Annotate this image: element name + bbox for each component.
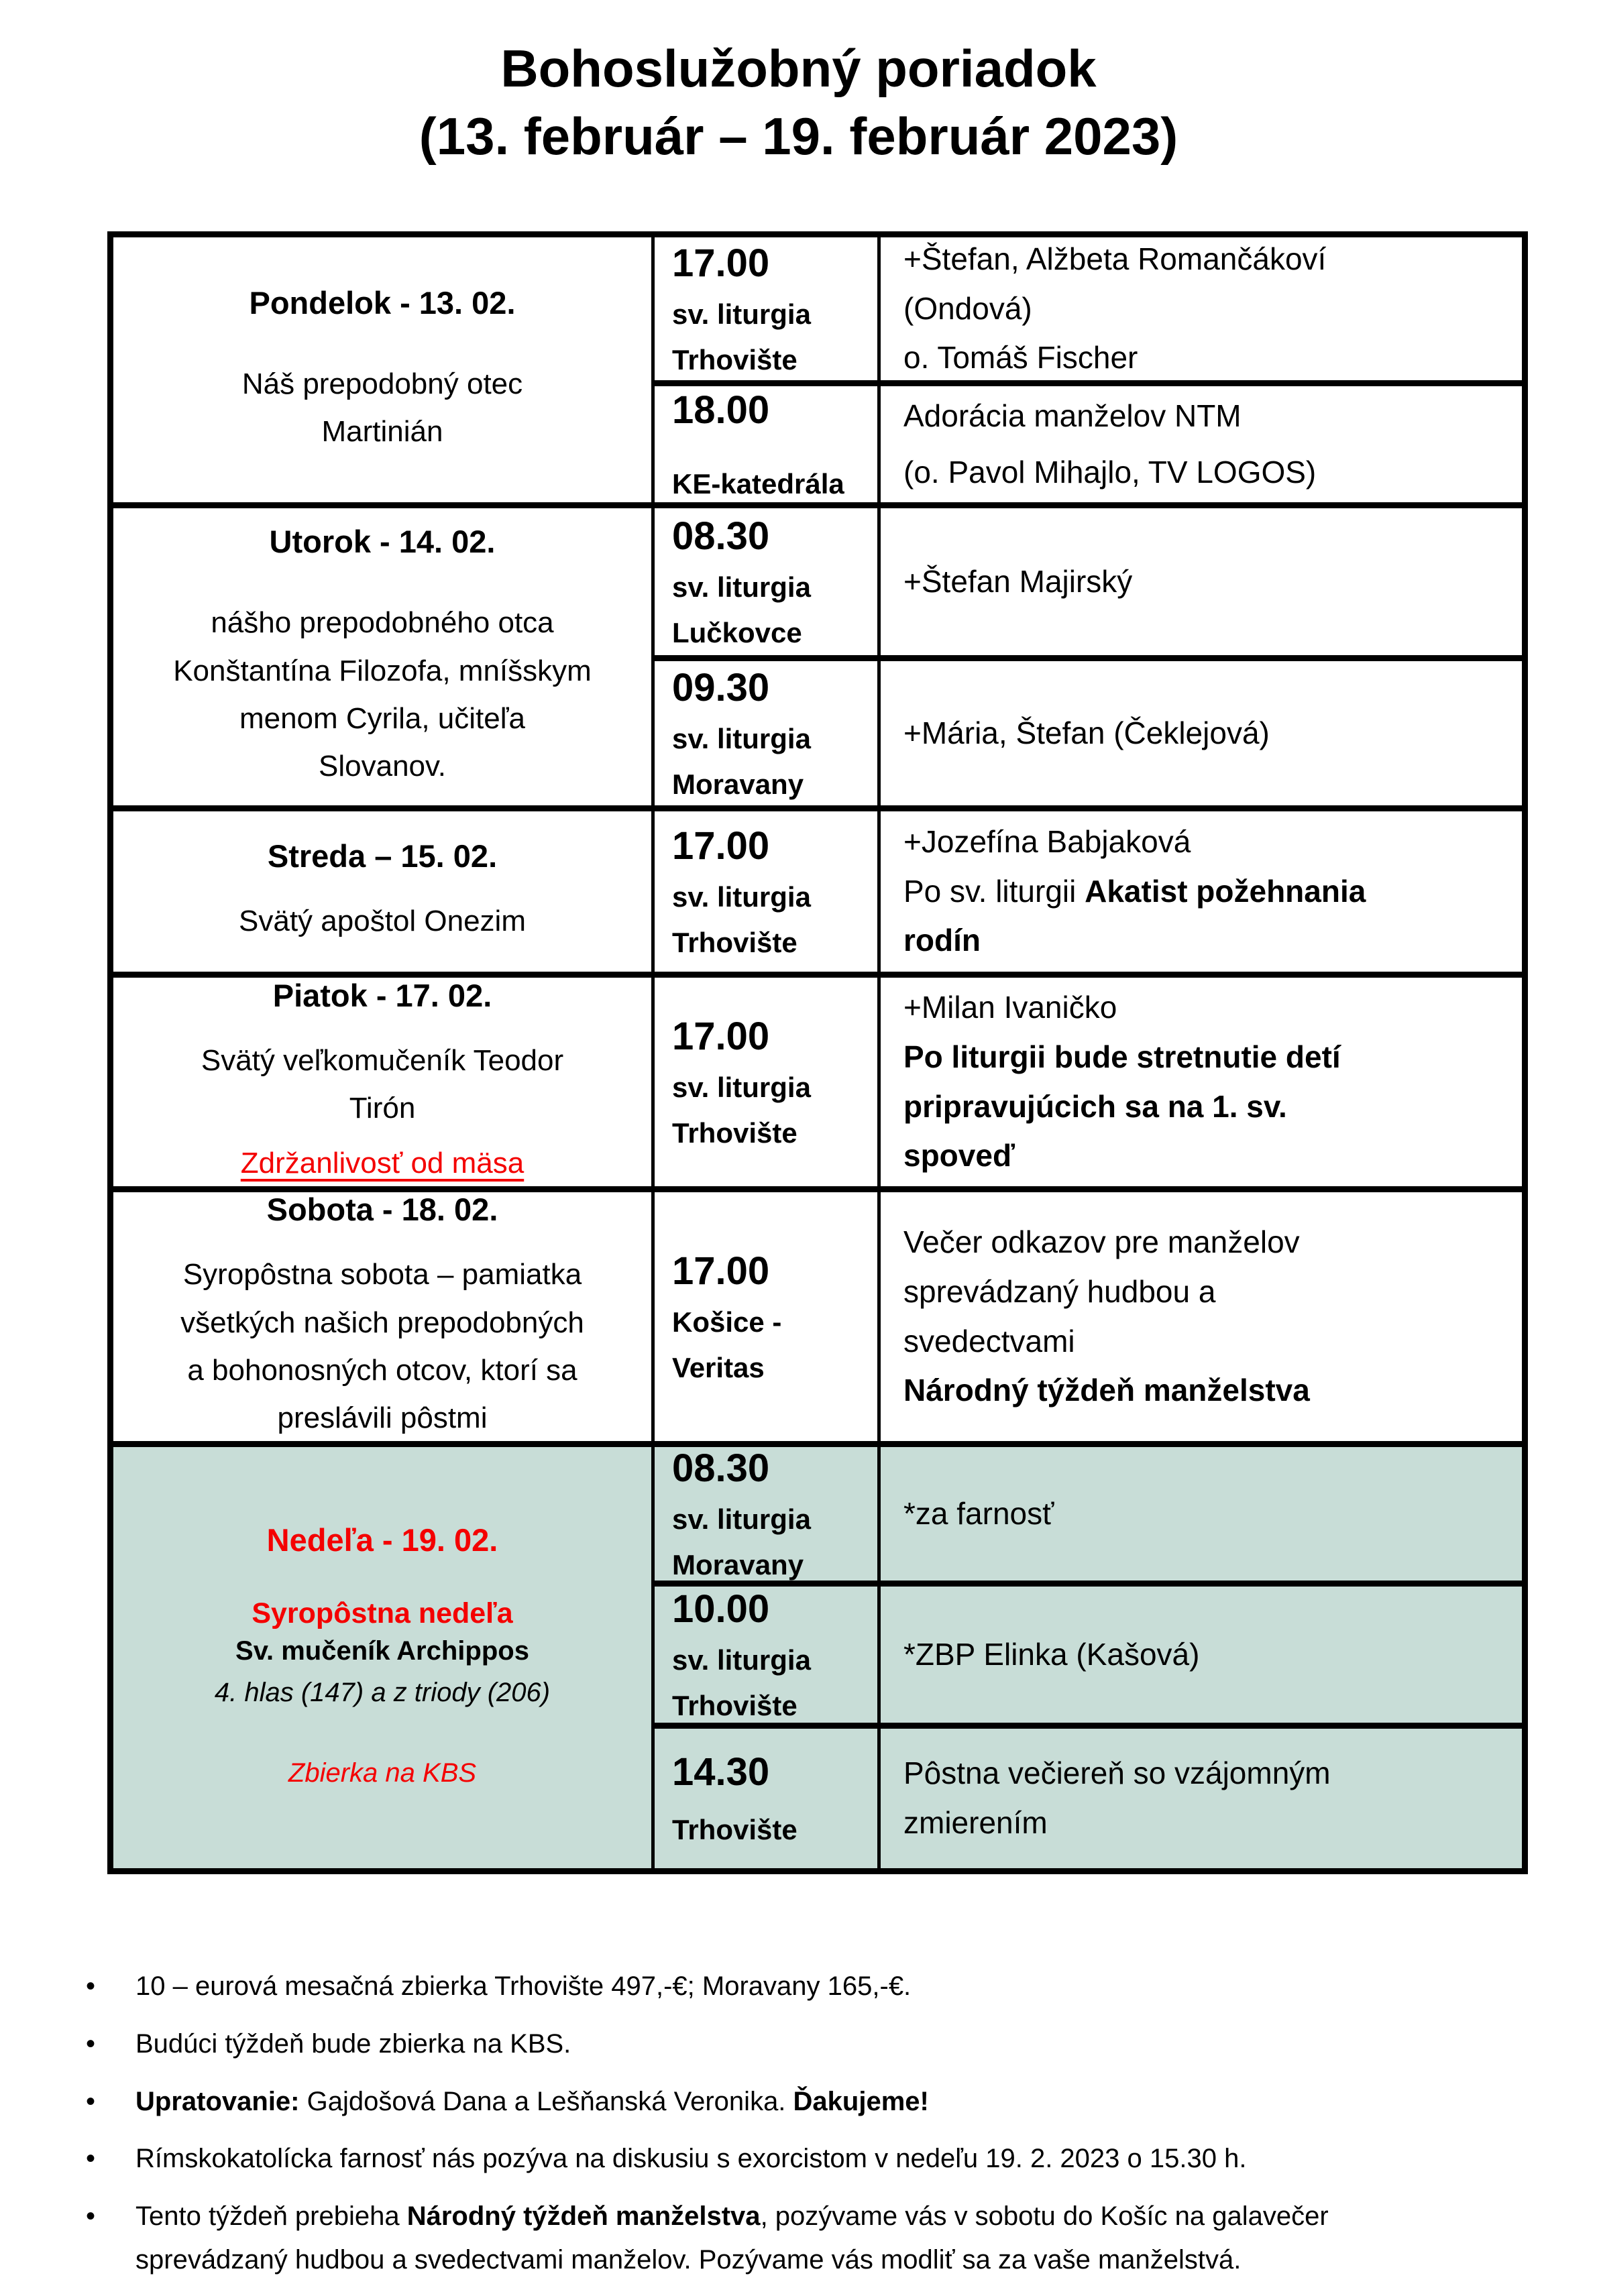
announcement-text-bold: Upratovanie: — [135, 2086, 300, 2116]
service-place: Trhovište — [672, 926, 797, 958]
bullet-icon — [86, 2195, 135, 2238]
intention-cell — [881, 237, 1522, 386]
intention-line: +Štefan Majirský — [903, 563, 1133, 599]
announcement-text — [135, 2080, 1572, 2124]
intention-cell — [881, 978, 1522, 1192]
service-place: Lučkovce — [672, 616, 802, 648]
intention-line: rodín — [903, 923, 981, 958]
intention-line: *za farnosť — [903, 1495, 1054, 1531]
intention-line: +Mária, Štefan (Čeklejová) — [903, 715, 1270, 750]
service-kind: sv. liturgia — [672, 298, 811, 331]
service-place: Trhovište — [672, 1116, 797, 1149]
intention-line: Národný týždeň manželstva — [903, 1373, 1310, 1408]
day-cell-sobota — [113, 1192, 655, 1447]
intention-cell — [881, 1192, 1522, 1447]
feast-line: Tirón — [349, 1092, 416, 1125]
schedule-table — [107, 231, 1528, 1874]
announcement-text: Budúci týždeň bude zbierka na KBS. — [135, 2028, 571, 2059]
service-time: 08.30 — [672, 514, 770, 559]
day-title: Pondelok - 13. 02. — [249, 284, 516, 321]
feast-line: Slovanov. — [319, 750, 446, 783]
intention-line: zmierením — [903, 1805, 1048, 1840]
list-item — [86, 2022, 1572, 2066]
intention-cell — [881, 661, 1522, 811]
feast-line: menom Cyrila, učiteľa — [239, 702, 526, 735]
announcement-text-bold: Národný týždeň manželstva — [406, 2201, 761, 2232]
announcement-text: Gajdošová Dana a Lešňanská Veronika. — [299, 2086, 793, 2116]
day-cell-nedela — [113, 1447, 655, 1868]
day-title: Streda – 15. 02. — [267, 838, 498, 874]
service-kind: sv. liturgia — [672, 1503, 811, 1536]
feast-line: všetkých našich prepodobných — [180, 1306, 584, 1339]
feast-line: Martinián — [321, 415, 443, 448]
list-item — [86, 2137, 1572, 2181]
intention-text: Po sv. liturgii — [903, 873, 1085, 909]
intention-line: *ZBP Elinka (Kašová) — [903, 1636, 1200, 1672]
announcements-list — [86, 1965, 1572, 2296]
collection-note: Zbierka na KBS — [288, 1758, 477, 1788]
service-time: 14.30 — [672, 1750, 770, 1794]
sunday-subtitle: Syropôstna nedeľa — [252, 1597, 513, 1629]
service-kind: sv. liturgia — [672, 571, 811, 604]
intention-line: Pôstna večiereň so vzájomným — [903, 1756, 1331, 1791]
announcement-text: 10 – eurová mesačná zbierka Trhovište 497,-€; Moravany 165,-€. — [135, 1971, 912, 2001]
feast-line: preslávili pôstmi — [277, 1401, 488, 1435]
day-title: Piatok - 17. 02. — [272, 978, 492, 1014]
intention-cell — [881, 386, 1522, 508]
service-kind: sv. liturgia — [672, 1072, 811, 1104]
page-title-line1: Bohoslužobný poriadok — [500, 39, 1097, 98]
time-cell-nedela-1000 — [655, 1587, 881, 1729]
service-place: KE-katedrála — [672, 467, 844, 500]
intention-cell — [881, 508, 1522, 661]
intention-line: spoveď — [903, 1138, 1015, 1173]
list-item — [86, 1965, 1572, 2008]
service-time: 17.00 — [672, 824, 770, 868]
day-cell-pondelok — [113, 237, 655, 508]
feast-line: Sv. mučeník Archippos — [235, 1636, 529, 1666]
intention-line: (Ondová) — [903, 290, 1032, 326]
intention-cell — [881, 1729, 1522, 1868]
intention-line: +Štefan, Alžbeta Romančákoví — [903, 241, 1327, 277]
intention-cell — [881, 811, 1522, 978]
bullet-icon — [86, 2022, 135, 2066]
time-cell-utorok-0930 — [655, 661, 881, 811]
announcement-text: Tento týždeň prebieha — [135, 2201, 407, 2232]
intention-line: Adorácia manželov NTM — [903, 398, 1242, 433]
day-cell-streda — [113, 811, 655, 978]
time-cell-pondelok-1700 — [655, 237, 881, 386]
intention-line: pripravujúcich sa na 1. sv. — [903, 1088, 1287, 1124]
service-place: Trhovište — [672, 1689, 797, 1721]
service-time: 18.00 — [672, 388, 770, 432]
bullet-icon — [86, 2080, 135, 2124]
service-kind: sv. liturgia — [672, 1644, 811, 1676]
service-time: 17.00 — [672, 1249, 770, 1294]
announcement-text: , pozývame vás v sobotu do Košíc na galavečer sprevádzaný hudbou a svedectvami manželov. Pozývame vás modliť sa za vaše manželstvá. — [135, 2201, 1329, 2275]
bullet-icon — [86, 2137, 135, 2181]
list-item — [86, 2195, 1572, 2282]
time-cell-streda-1700 — [655, 811, 881, 978]
service-time: 10.00 — [672, 1587, 770, 1631]
service-time: 17.00 — [672, 241, 770, 286]
time-cell-pondelok-1800 — [655, 386, 881, 508]
feast-line: Náš prepodobný otec — [241, 367, 523, 400]
intention-line: Večer odkazov pre manželov — [903, 1224, 1300, 1260]
intention-line: +Milan Ivaničko — [903, 990, 1117, 1025]
page-title — [0, 35, 1597, 171]
day-title: Sobota - 18. 02. — [266, 1192, 498, 1228]
intention-line: o. Tomáš Fischer — [903, 340, 1138, 376]
service-place: Veritas — [672, 1351, 765, 1383]
list-item — [86, 2080, 1572, 2124]
feast-line: a bohonosných otcov, ktorí sa — [187, 1354, 577, 1387]
feast-line: Svätý veľkomučeník Teodor — [201, 1044, 564, 1078]
announcement-text-bold: Ďakujeme! — [793, 2086, 929, 2116]
intention-line: +Jozefína Babjaková — [903, 824, 1191, 860]
intention-line: (o. Pavol Mihajlo, TV LOGOS) — [903, 454, 1317, 490]
feast-line: Konštantína Filozofa, mníšskym — [173, 654, 592, 687]
feast-line: Syropôstna sobota – pamiatka — [182, 1258, 582, 1292]
intention-text-bold: Akatist požehnania — [1085, 873, 1366, 909]
announcement-text — [135, 2195, 1363, 2282]
day-cell-utorok — [113, 508, 655, 811]
day-cell-piatok — [113, 978, 655, 1192]
intention-line: sprevádzaný hudbou a — [903, 1273, 1216, 1309]
service-kind: sv. liturgia — [672, 723, 811, 755]
time-cell-piatok-1700 — [655, 978, 881, 1192]
feast-line: Svätý apoštol Onezim — [239, 905, 526, 938]
service-place: Moravany — [672, 1548, 804, 1581]
bullet-icon — [86, 1965, 135, 2008]
day-title: Nedeľa - 19. 02. — [266, 1522, 498, 1558]
intention-line: svedectvami — [903, 1323, 1075, 1359]
service-time: 09.30 — [672, 666, 770, 710]
intention-line — [903, 867, 1366, 917]
service-time: 17.00 — [672, 1015, 770, 1059]
announcement-text: Rímskokatolícka farnosť nás pozýva na diskusiu s exorcistom v nedeľu 19. 2. 2023 o 15.30 h. — [135, 2144, 1247, 2174]
fasting-note: Zdržanlivosť od mäsa — [240, 1146, 525, 1180]
intention-line: Po liturgii bude stretnutie detí — [903, 1039, 1341, 1074]
service-place: Košice - — [672, 1306, 782, 1338]
service-kind: sv. liturgia — [672, 881, 811, 913]
feast-line: nášho prepodobného otca — [211, 606, 554, 640]
day-title: Utorok - 14. 02. — [269, 524, 496, 560]
service-place: Trhovište — [672, 1814, 797, 1846]
time-cell-nedela-0830 — [655, 1447, 881, 1587]
time-cell-nedela-1430 — [655, 1729, 881, 1868]
intention-cell — [881, 1587, 1522, 1729]
service-place: Trhovište — [672, 343, 797, 376]
tone-line: 4. hlas (147) a z triody (206) — [214, 1678, 551, 1707]
time-cell-sobota-1700 — [655, 1192, 881, 1447]
service-place: Moravany — [672, 768, 804, 800]
service-time: 08.30 — [672, 1447, 770, 1491]
page-title-line2: (13. február – 19. február 2023) — [419, 107, 1178, 166]
time-cell-utorok-0830 — [655, 508, 881, 661]
intention-cell — [881, 1447, 1522, 1587]
